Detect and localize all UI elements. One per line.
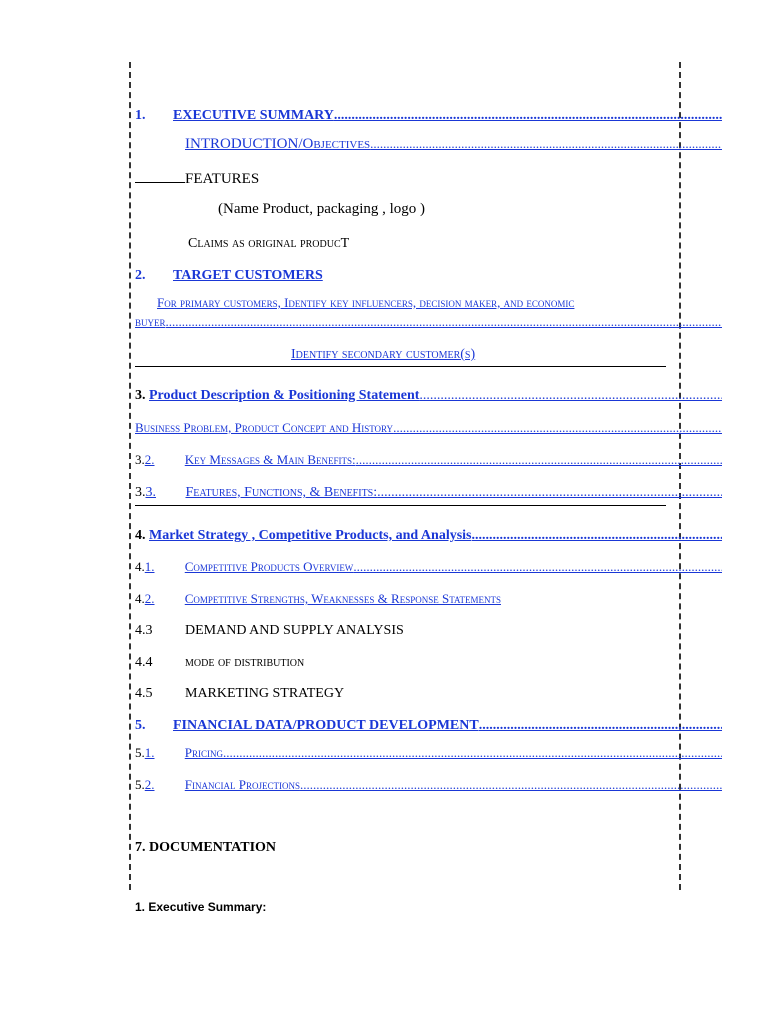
toc-prefix: 5. — [135, 777, 145, 792]
toc-entry-marketing-strategy — [135, 686, 344, 702]
toc-leader — [223, 745, 722, 761]
toc-title: EXECUTIVE SUMMARY — [173, 108, 334, 123]
features-label: FEATURES — [185, 171, 260, 187]
toc-title: Features, Functions, & Benefits: — [185, 485, 378, 500]
toc-leader — [166, 314, 722, 330]
toc-prefix: 3. — [135, 452, 145, 467]
toc-entry-features-functions[interactable] — [135, 485, 722, 501]
toc-title: TARGET CUSTOMERS — [173, 268, 323, 283]
toc-title: INTRODUCTION/Objectives — [185, 136, 371, 152]
toc-title: Product Description & Positioning Statement — [149, 388, 420, 403]
toc-entry-product-description[interactable] — [135, 388, 722, 404]
toc-number: 2. — [135, 268, 146, 283]
toc-leader — [370, 136, 722, 152]
toc-title: Business Problem, Product Concept and History — [135, 420, 394, 435]
toc-number: 4.5 — [135, 686, 153, 701]
left-margin-guide — [129, 62, 131, 890]
toc-entry-financial-data[interactable] — [135, 718, 722, 734]
name-product-note: (Name Product, packaging , logo ) — [218, 201, 426, 217]
toc-number: 2. — [144, 777, 155, 792]
toc-number: 1. — [144, 559, 155, 574]
toc-title: FINANCIAL DATA/PRODUCT DEVELOPMENT — [173, 718, 479, 733]
toc-title: buyer — [135, 314, 166, 329]
toc-number: 4.3 — [135, 623, 153, 638]
toc-entry-secondary-customers[interactable]: Identify secondary customer(s) — [291, 347, 476, 362]
claims-line: Claims as original producT — [188, 236, 350, 251]
toc-entry-executive-summary[interactable] — [135, 108, 722, 124]
toc-entry-introduction[interactable] — [135, 135, 722, 153]
toc-entry-primary-customers[interactable]: For primary customers, Identify key influencers, decision maker, and economic — [157, 295, 575, 310]
toc-leader — [472, 528, 723, 544]
toc-leader — [419, 388, 722, 404]
toc-prefix: 3. — [135, 485, 146, 500]
toc-title: DEMAND AND SUPPLY ANALYSIS — [185, 623, 404, 638]
toc-number: 5. — [135, 718, 146, 733]
toc-number: 4. — [135, 528, 146, 543]
toc-title: Pricing — [184, 745, 223, 760]
toc-leader — [334, 108, 722, 124]
toc-number: 2. — [144, 452, 155, 467]
toc-entry-financial-projections[interactable] — [135, 777, 722, 793]
toc-prefix: 4. — [135, 559, 145, 574]
toc-entry-documentation: 7. DOCUMENTATION — [135, 840, 277, 855]
toc-entry-pricing[interactable] — [135, 745, 722, 761]
toc-leader — [377, 485, 722, 501]
toc-entry-demand-supply — [135, 623, 404, 639]
toc-entry-business-problem[interactable] — [135, 420, 722, 436]
toc-entry-competitive-strengths[interactable] — [135, 591, 501, 607]
toc-entry-buyer[interactable] — [135, 314, 722, 330]
toc-title: Key Messages & Main Benefits: — [184, 452, 356, 467]
toc-leader — [393, 420, 722, 436]
toc-entry-distribution — [135, 655, 304, 671]
toc-entry-competitive-products[interactable] — [135, 559, 722, 575]
toc-title: Financial Projections — [184, 777, 300, 792]
right-margin-guide — [679, 62, 681, 890]
section-heading-executive-summary: 1. Executive Summary: — [135, 900, 267, 914]
toc-number: 3. — [145, 485, 156, 500]
toc-number: 1. — [135, 108, 146, 123]
toc-title: MARKETING STRATEGY — [185, 686, 345, 701]
divider — [135, 366, 666, 367]
features-line — [135, 168, 259, 188]
toc-prefix: 5. — [135, 745, 145, 760]
toc-title: Competitive Strengths, Weaknesses & Response Statements — [184, 591, 501, 606]
toc-title: Competitive Products Overview — [184, 559, 354, 574]
toc-leader — [479, 718, 722, 734]
toc-leader — [356, 452, 722, 468]
toc-leader — [353, 559, 722, 575]
toc-number: 4.4 — [135, 655, 153, 670]
toc-title: Market Strategy , Competitive Products, and Analysis — [149, 528, 472, 543]
toc-number: 3. — [135, 388, 146, 403]
toc-title: mode of distribution — [185, 655, 305, 670]
toc-entry-target-customers[interactable] — [135, 268, 323, 284]
divider — [135, 505, 666, 506]
toc-leader — [300, 777, 722, 793]
toc-prefix: 4. — [135, 591, 145, 606]
toc-number: 2. — [144, 591, 155, 606]
toc-entry-key-messages[interactable] — [135, 452, 722, 468]
toc-number: 1. — [144, 745, 155, 760]
toc-entry-market-strategy[interactable] — [135, 528, 722, 544]
